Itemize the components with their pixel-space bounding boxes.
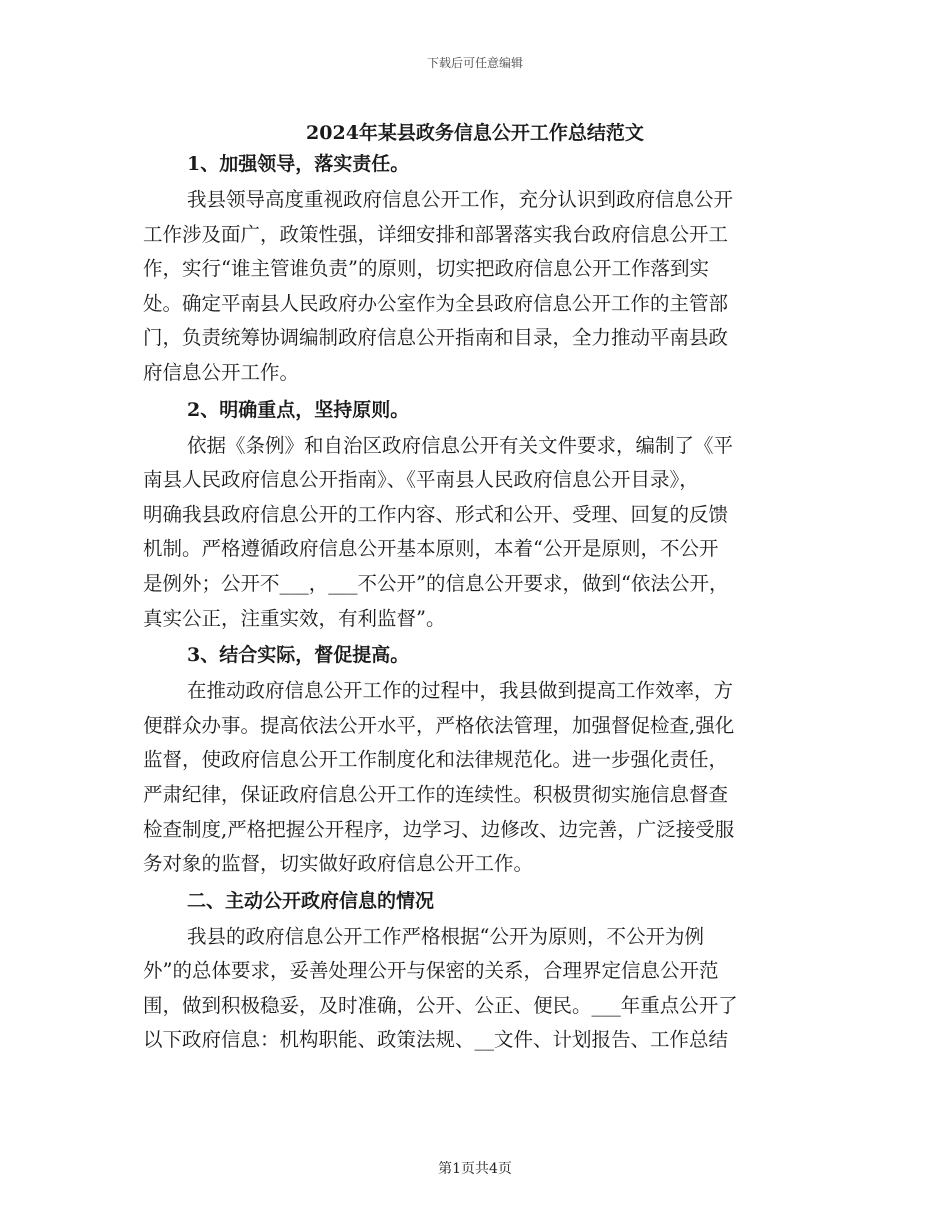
text-line: 作，实行“谁主管谁负责”的原则，切实把政府信息公开工作落到实 bbox=[143, 257, 709, 281]
section-heading: 3、结合实际，督促提高。 bbox=[187, 644, 410, 667]
header-note: 下载后可任意编辑 bbox=[426, 56, 523, 70]
text-line: 便群众办事。提高依法公开水平，严格依法管理，加强督促检查,强化 bbox=[143, 713, 735, 737]
text-line: 外”的总体要求，妥善处理公开与保密的关系，合理界定信息公开范 bbox=[143, 959, 719, 983]
section bbox=[143, 636, 805, 882]
text-line: 围，做到积极稳妥，及时准确，公开、公正、便民。___年重点公开了 bbox=[143, 993, 738, 1017]
paragraph bbox=[143, 429, 805, 637]
section-heading: 二、主动公开政府信息的情况 bbox=[187, 889, 435, 912]
page-title: 2024年某县政务信息公开工作总结范文 bbox=[306, 122, 644, 144]
text-line: 是例外；公开不___，___不公开”的信息公开要求，做到“依法公开， bbox=[143, 571, 729, 595]
section-heading: 2、明确重点，坚持原则。 bbox=[187, 398, 410, 421]
text-line: 真实公正，注重实效，有利监督”。 bbox=[143, 606, 446, 630]
paragraph bbox=[143, 183, 805, 391]
text-line: 在推动政府信息公开工作的过程中，我县做到提高工作效率，方 bbox=[187, 679, 734, 703]
text-line: 严肃纪律，保证政府信息公开工作的连续性。积极贯彻实施信息督查 bbox=[143, 782, 729, 806]
document-body bbox=[143, 145, 805, 1058]
text-line: 监督，使政府信息公开工作制度化和法律规范化。进一步强化责任， bbox=[143, 748, 729, 772]
text-line: 依据《条例》和自治区政府信息公开有关文件要求，编制了《平 bbox=[187, 433, 734, 457]
text-line: 检查制度,严格把握公开程序，边学习、边修改、边完善，广泛接受服 bbox=[143, 817, 735, 841]
text-line: 门，负责统筹协调编制政府信息公开指南和目录，全力推动平南县政 bbox=[143, 326, 729, 350]
text-line: 我县领导高度重视政府信息公开工作，充分认识到政府信息公开 bbox=[187, 188, 734, 211]
text-line: 务对象的监督，切实做好政府信息公开工作。 bbox=[143, 852, 534, 876]
paragraph bbox=[143, 920, 805, 1058]
section bbox=[143, 882, 805, 1058]
text-line: 我县的政府信息公开工作严格根据“公开为原则，不公开为例 bbox=[187, 924, 704, 948]
paragraph bbox=[143, 674, 805, 882]
text-line: 机制。严格遵循政府信息公开基本原则，本着“公开是原则，不公开 bbox=[143, 537, 719, 561]
section bbox=[143, 391, 805, 637]
text-line: 以下政府信息：机构职能、政策法规、__文件、计划报告、工作总结 bbox=[143, 1028, 729, 1052]
text-line: 工作涉及面广，政策性强，详细安排和部署落实我台政府信息公开工 bbox=[143, 222, 729, 246]
text-line: 南县人民政府信息公开指南》、《平南县人民政府信息公开目录》， bbox=[143, 468, 699, 492]
text-line: 处。确定平南县人民政府办公室作为全县政府信息公开工作的主管部 bbox=[143, 291, 729, 315]
text-line: 明确我县政府信息公开的工作内容、形式和公开、受理、回复的反馈 bbox=[143, 502, 729, 526]
page-footer: 第1页共4页 bbox=[438, 1161, 512, 1177]
section-heading: 1、加强领导，落实责任。 bbox=[187, 153, 410, 175]
section bbox=[143, 145, 805, 391]
text-line: 府信息公开工作。 bbox=[143, 360, 300, 384]
